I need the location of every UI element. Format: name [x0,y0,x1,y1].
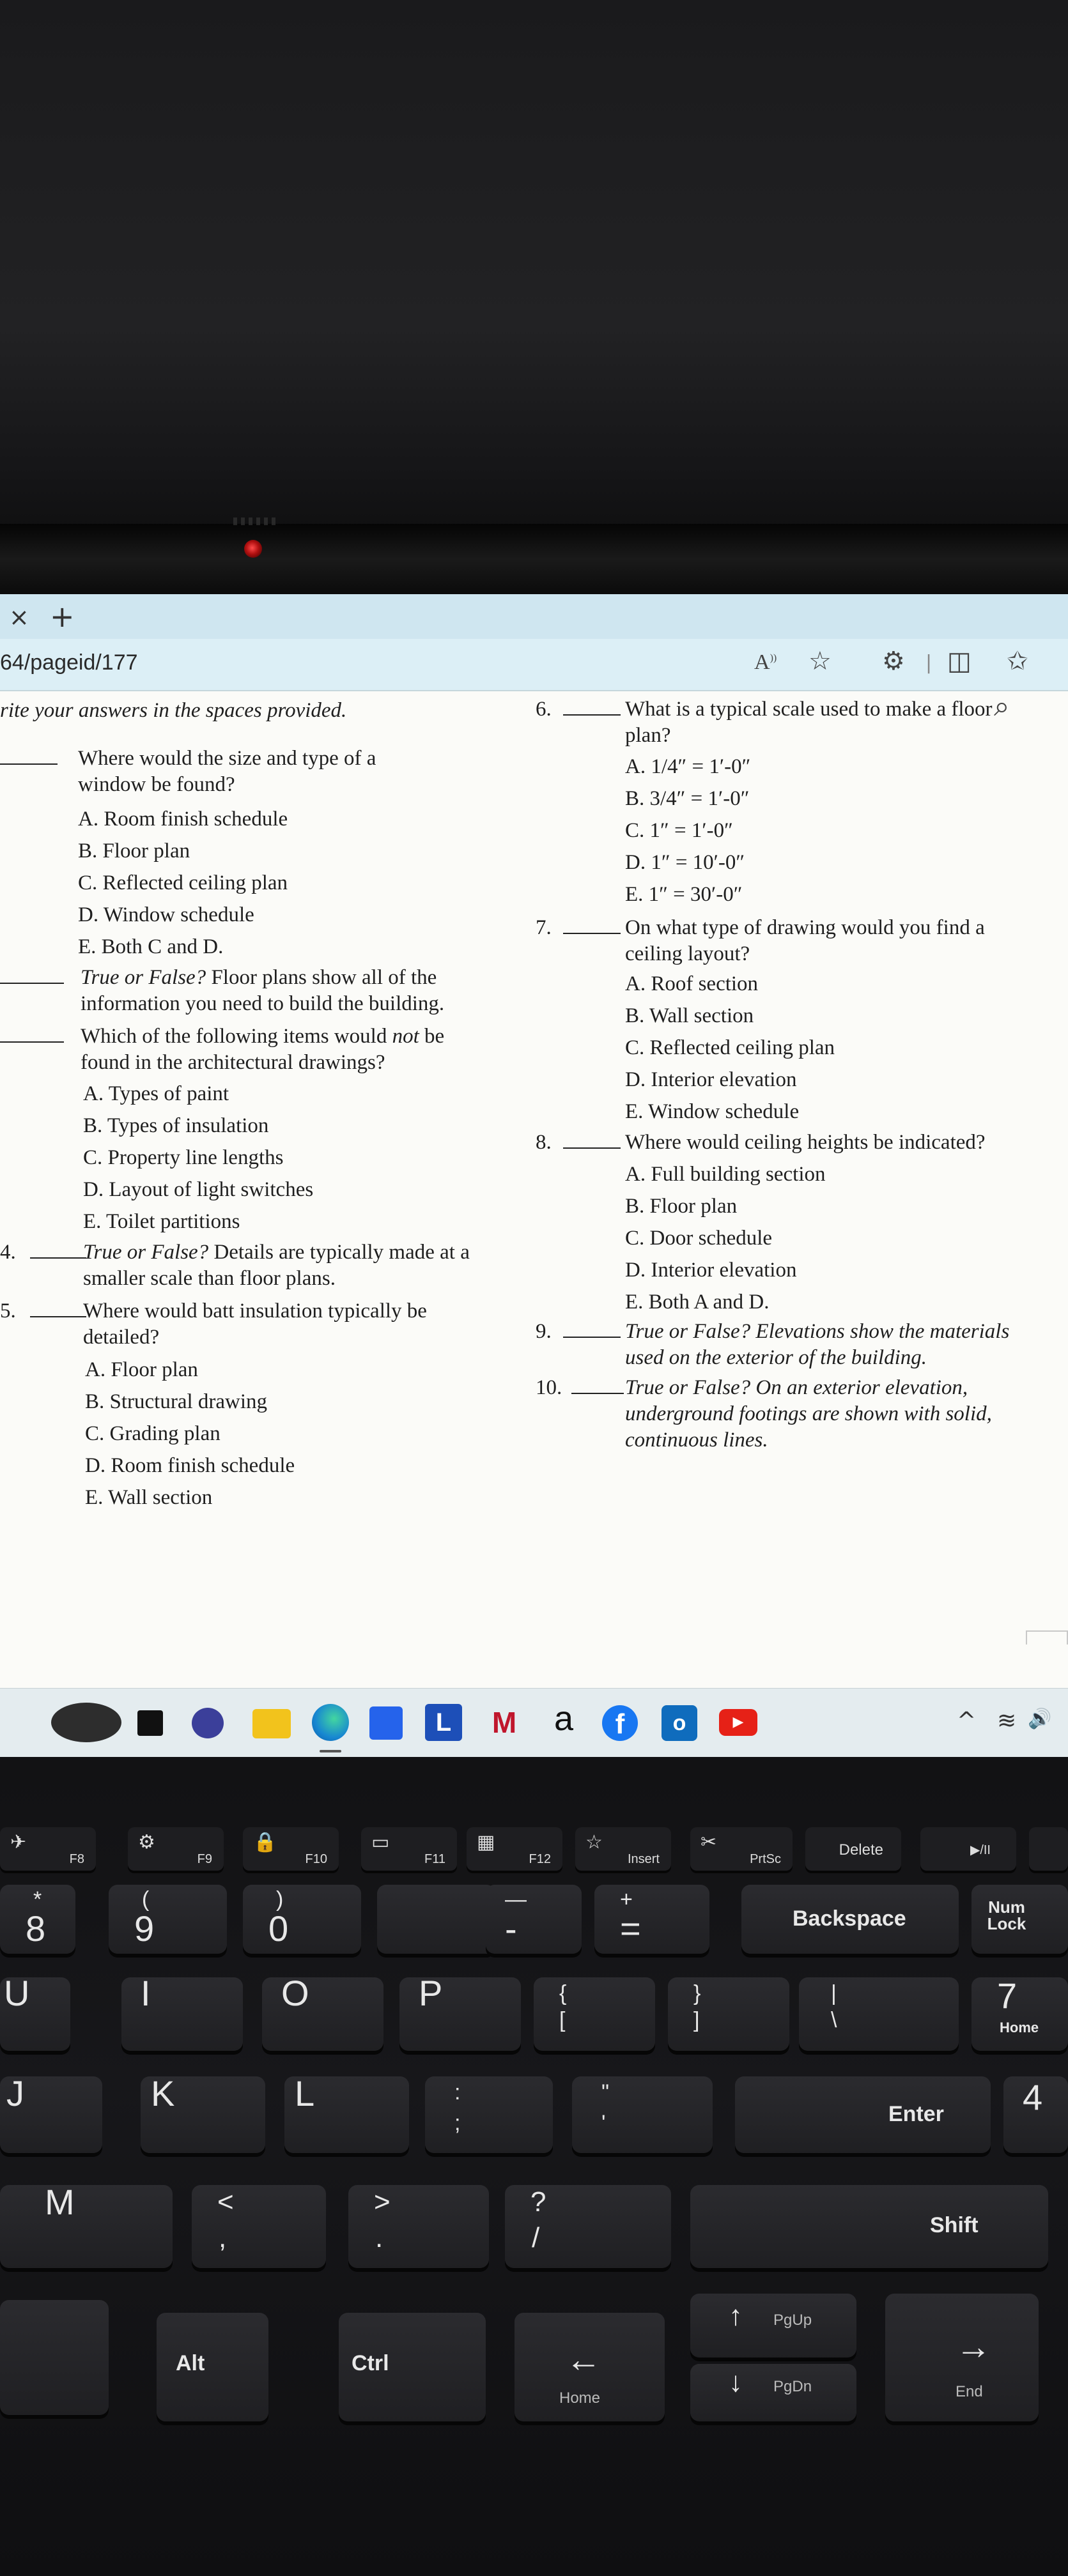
key-main: P [419,1973,443,2013]
toolbar-divider: | [925,652,933,674]
question-10 [536,1375,1060,1452]
key-backspace[interactable] [741,1885,959,1954]
question-5-option: B. Structural drawing [85,1390,268,1413]
question-3-emphasis: not [392,1025,419,1048]
key-label: Enter [888,2102,944,2126]
question-5-option: D. Room finish schedule [85,1454,295,1477]
answer-blank[interactable] [563,933,621,934]
key-shift[interactable] [690,2185,1048,2268]
l-app-icon[interactable]: L [425,1704,462,1741]
answer-blank[interactable] [0,1041,64,1043]
question-6-option: A. 1/4″ = 1′-0″ [625,755,751,778]
read-aloud-label: A [754,650,770,674]
question-4 [0,1239,511,1290]
question-7 [536,915,1060,1123]
question-3-text-b: be found in the architectural drawings? [81,1025,445,1074]
key-left-bracket[interactable] [534,1977,655,2051]
key-m[interactable] [0,2182,173,2268]
key-up-arrow[interactable] [690,2294,856,2358]
question-4-number: 4. [0,1241,16,1264]
answer-blank[interactable] [563,714,621,716]
question-5-number: 5. [0,1300,16,1322]
question-6-option: B. 3/4″ = 1′-0″ [625,787,750,810]
question-3-option: A. Types of paint [83,1082,229,1105]
question-7-option: E. Window schedule [625,1100,800,1123]
question-1-option: C. Reflected ceiling plan [78,871,288,894]
key-9[interactable] [109,1885,227,1954]
answer-blank[interactable] [563,1337,621,1338]
down-arrow-icon: ↓ [729,2366,743,2398]
key-j[interactable] [0,2073,102,2153]
key-label: Num Lock [987,1897,1026,1933]
snap-app-icon[interactable] [137,1710,163,1736]
key-period[interactable] [348,2185,489,2268]
question-5-option: A. Floor plan [85,1358,198,1381]
key-play-pause[interactable] [920,1827,1016,1871]
key-partial-left[interactable] [0,2300,109,2415]
up-arrow-icon: ↑ [729,2300,743,2331]
key-sub: < [217,2186,234,2218]
answer-blank[interactable] [30,1316,86,1317]
key-sub: + [620,1887,633,1912]
key-label: Delete [839,1841,883,1859]
true-false-lead: True or False? [81,966,206,989]
key-main: M [45,2182,75,2222]
question-1-option: E. Both C and D. [78,935,224,958]
star-icon: ☆ [585,1831,603,1853]
question-5-option: E. Wall section [85,1486,213,1509]
key-prtsc[interactable] [690,1827,793,1871]
question-7-option: C. Reflected ceiling plan [625,1036,835,1059]
key-quote[interactable] [572,2076,713,2153]
key-enter[interactable] [735,2076,991,2153]
question-6-option: C. 1″ = 1′-0″ [625,819,733,842]
key-ctrl[interactable] [339,2313,486,2421]
airplane-icon: ✈ [10,1831,27,1853]
question-3-option: D. Layout of light switches [83,1178,314,1201]
amazon-app-icon[interactable]: a [553,1699,574,1738]
store-app-icon[interactable] [369,1706,403,1740]
key-insert[interactable] [575,1827,671,1871]
key-label: F12 [529,1852,551,1866]
key-main: 4 [1023,2077,1043,2117]
key-numpad-4[interactable] [1003,2076,1068,2153]
question-8 [536,1130,1060,1314]
key-label: PrtSc [750,1852,781,1866]
question-9-text: True or False? Elevations show the materials used on the exterior of the building. [625,1320,1010,1369]
key-sub: { [559,1981,567,2005]
favorites-bar-icon[interactable]: ✩ [1007,647,1028,676]
key-delete[interactable] [805,1827,901,1871]
files-app-icon[interactable] [252,1709,291,1738]
question-7-option: A. Roof section [625,972,759,995]
question-10-number: 10. [536,1376,562,1399]
question-9-number: 9. [536,1320,552,1343]
key-label: Home [1000,2020,1039,2035]
key-main: ' [601,2111,606,2135]
key-sub: — [505,1887,527,1912]
key-u[interactable] [0,1973,70,2051]
answer-blank[interactable] [0,763,58,765]
question-5 [0,1298,511,1509]
question-7-option: B. Wall section [625,1004,754,1027]
key-label: F9 [197,1852,212,1866]
screen [0,594,1068,1757]
scrollbar-stub[interactable] [1026,1630,1068,1644]
question-3-text-a: Which of the following items would [81,1025,392,1048]
key-label: Shift [930,2213,979,2237]
key-label: Alt [176,2351,205,2375]
key-p[interactable] [399,1973,521,2051]
key-label: Home [559,2389,601,2407]
key-numpad-7[interactable] [971,1977,1068,2051]
key-main: J [6,2073,24,2113]
laptop-bezel [0,0,1068,594]
calculator-icon: ▦ [477,1831,495,1853]
key-f8[interactable] [0,1827,96,1871]
key-sub: " [601,2080,610,2104]
new-tab-icon[interactable]: + [50,599,75,634]
key-main: L [295,2073,315,2113]
key-label: End [956,2383,983,2400]
outlook-app-icon[interactable]: o [662,1705,697,1741]
key-minus[interactable] [377,1885,495,1954]
question-3 [0,1023,511,1233]
key-minus-face[interactable] [486,1885,582,1954]
lock-icon: 🔒 [253,1831,277,1853]
read-aloud-icon[interactable]: A)) [754,650,777,674]
key-f11[interactable] [361,1827,457,1871]
question-6-option: E. 1″ = 30′-0″ [625,883,743,906]
question-7-option: D. Interior elevation [625,1068,797,1091]
question-9 [536,1319,1060,1369]
question-6 [536,696,1060,906]
left-arrow-icon: ← [566,2339,601,2379]
key-sub: : [454,2080,461,2104]
key-sub: ) [276,1887,284,1912]
key-f9[interactable] [128,1827,224,1871]
key-l[interactable] [284,2073,409,2153]
question-1-option: B. Floor plan [78,839,190,862]
key-i[interactable] [121,1973,243,2051]
key-alt[interactable] [157,2313,268,2421]
key-label: Insert [627,1852,660,1866]
key-k[interactable] [141,2073,265,2153]
display-icon: ▭ [371,1831,390,1853]
question-1-option: D. Window schedule [78,903,254,926]
key-partial[interactable] [1029,1827,1068,1871]
question-3-option: E. Toilet partitions [83,1210,240,1233]
question-1-text: Where would the size and type of a window be found? [78,747,376,796]
key-slash[interactable] [505,2185,671,2268]
key-main: ] [693,2008,700,2032]
volume-icon[interactable]: 🔊 [1028,1708,1052,1730]
key-8[interactable] [0,1885,75,1954]
key-right-arrow[interactable] [885,2294,1039,2421]
question-8-option: C. Door schedule [625,1227,773,1250]
snip-icon: ✂ [700,1831,717,1853]
key-right-bracket[interactable] [668,1977,789,2051]
question-7-number: 7. [536,916,552,939]
question-8-text: Where would ceiling heights be indicated? [625,1131,986,1154]
answer-blank[interactable] [571,1393,624,1394]
question-4-text: Details are typically made at a smaller scale than floor plans. [83,1241,470,1290]
key-main: 7 [997,1975,1018,2016]
facebook-app-icon[interactable]: f [602,1705,638,1741]
key-main: 0 [268,1908,289,1949]
tray-chevron-icon[interactable]: ^ [957,1708,977,1734]
laptop-hinge [0,524,1068,594]
key-0[interactable] [243,1885,361,1954]
key-main: U [4,1973,30,2013]
question-1-option: A. Room finish schedule [78,808,288,831]
question-8-number: 8. [536,1131,552,1154]
play-pause-icon: ▶/II [970,1843,991,1857]
key-equals[interactable] [594,1885,709,1954]
key-main: , [219,2222,227,2253]
answer-blank[interactable] [563,1147,621,1149]
favorite-star-icon[interactable]: ☆ [809,647,832,676]
panda-app-icon[interactable] [51,1703,121,1742]
key-o[interactable] [262,1973,383,2051]
answer-blank[interactable] [0,983,64,984]
active-app-indicator [320,1750,341,1752]
key-left-arrow[interactable] [515,2313,665,2421]
question-8-option: A. Full building section [625,1163,826,1186]
wifi-icon[interactable]: ≋ [997,1708,1017,1734]
question-8-option: B. Floor plan [625,1195,738,1218]
key-backslash[interactable] [799,1977,959,2051]
right-arrow-icon: → [956,2326,991,2366]
key-label: Ctrl [352,2351,389,2375]
question-5-text: Where would batt insulation typically be detailed? [83,1300,427,1349]
split-screen-icon[interactable]: ◫ [947,647,971,676]
address-bar [0,639,1068,691]
key-sub: | [831,1981,837,2005]
key-comma[interactable] [192,2185,326,2268]
extensions-icon[interactable]: ⚙ [882,647,905,676]
question-3-option: B. Types of insulation [83,1114,269,1137]
key-main: [ [559,2008,566,2032]
key-f12[interactable] [467,1827,562,1871]
question-3-option: C. Property line lengths [83,1146,284,1169]
key-num-lock[interactable] [971,1885,1068,1954]
edge-app-icon[interactable] [312,1704,349,1741]
question-8-option: D. Interior elevation [625,1259,797,1282]
question-8-option: E. Both A and D. [625,1291,770,1314]
key-main: 9 [134,1908,155,1949]
key-main: K [151,2073,175,2113]
key-label: PgUp [773,2312,812,2329]
true-false-lead: True or False? [83,1241,209,1264]
key-sub: > [374,2186,391,2218]
key-main: \ [831,2008,837,2032]
youtube-app-icon[interactable]: ▶ [719,1709,757,1736]
browser-tab-bar [0,594,1068,639]
key-main: O [281,1973,309,2013]
chat-app-icon[interactable] [192,1708,224,1738]
question-10-text: True or False? On an exterior elevation, underground footings are shown with solid, continuous lines. [625,1376,992,1452]
key-down-arrow[interactable] [690,2364,856,2421]
laptop-keyboard [0,1757,1068,2576]
question-6-option: D. 1″ = 10′-0″ [625,851,745,874]
webcam-icon [244,540,262,558]
key-sub: ? [530,2186,546,2218]
search-icon[interactable]: ⌕ [994,690,1010,723]
question-6-number: 6. [536,698,552,721]
key-main: . [375,2222,383,2253]
settings-icon: ⚙ [138,1831,155,1853]
key-main: - [505,1908,517,1949]
question-6-text: What is a typical scale used to make a floor plan? [625,698,993,747]
mcafee-app-icon[interactable]: M [491,1706,517,1739]
question-7-text: On what type of drawing would you find a ceiling layout? [625,916,985,965]
key-main: I [141,1973,151,2013]
key-label: PgDn [773,2378,812,2395]
key-label: Backspace [793,1906,906,1931]
key-label: F10 [305,1852,327,1866]
close-tab-icon[interactable]: × [9,603,29,631]
question-2 [0,965,511,1015]
question-1 [0,746,447,958]
question-5-option: C. Grading plan [85,1422,221,1445]
key-main: ; [454,2111,461,2135]
key-sub: ( [142,1887,150,1912]
key-label: F11 [424,1852,445,1866]
key-main: / [532,2222,540,2253]
key-sub: } [693,1981,701,2005]
worksheet-page [0,691,1068,1688]
key-main: = [620,1908,641,1949]
answer-blank[interactable] [30,1257,86,1259]
key-f10[interactable] [243,1827,339,1871]
webcam-shutter [233,518,278,525]
url-field[interactable]: 64/pageid/177 [0,650,138,675]
key-label: F8 [69,1852,84,1866]
key-semicolon[interactable] [425,2076,553,2153]
question-2-text: Floor plans show all of the information you need to build the building. [81,966,445,1015]
taskbar [0,1688,1068,1757]
instructions: rite your answers in the spaces provided. [0,699,347,722]
key-main: 8 [26,1908,46,1949]
key-sub: * [33,1887,42,1912]
